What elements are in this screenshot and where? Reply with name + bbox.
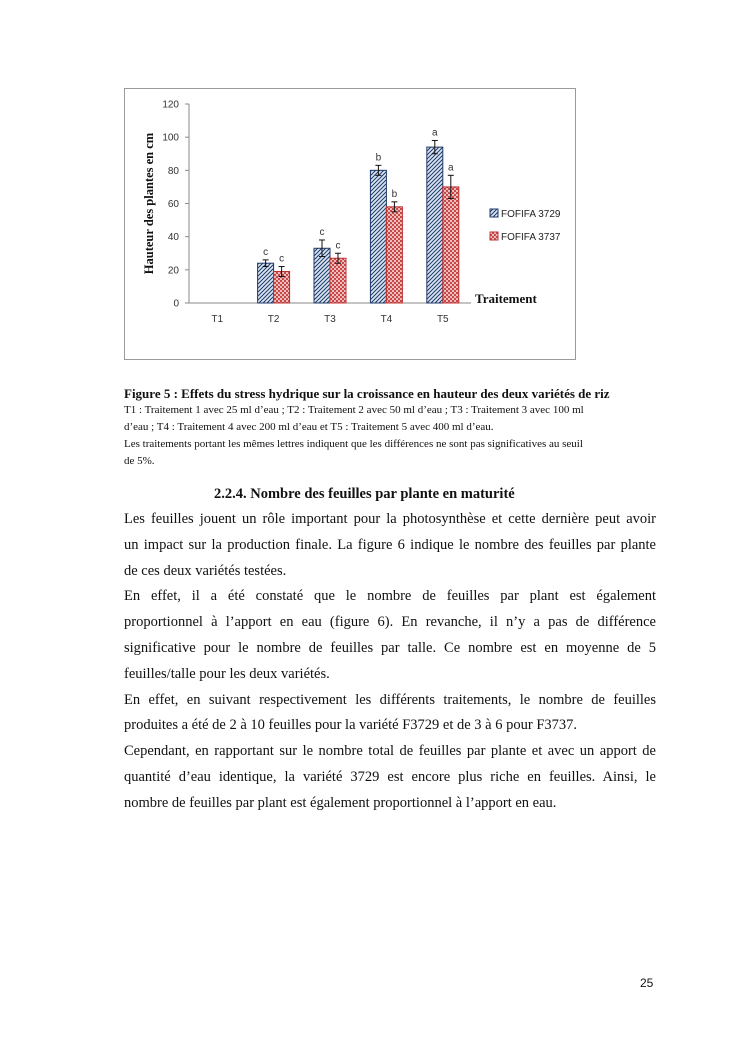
y-tick-label: 120 (162, 99, 179, 111)
y-axis-label: Hauteur des plantes en cm (142, 132, 156, 275)
bar-fofifa-3737 (386, 207, 402, 303)
page-number: 25 (640, 976, 654, 990)
significance-letter: c (335, 240, 341, 252)
body-line: produites a été de 2 à 10 feuilles pour la variété F3729 et de 3 à 6 pour F3737. (124, 717, 578, 734)
bar-fofifa-3729 (427, 147, 443, 303)
x-tick-label: T4 (380, 314, 393, 325)
bar-fofifa-3737 (443, 187, 459, 303)
caption-line: T1 : Traitement 1 avec 25 ml d’eau ; T2 : Traitement 2 avec 50 ml d’eau ; T3 : Traitement 3 avec 100 ml (124, 404, 584, 416)
bar-chart (125, 89, 577, 361)
body-line: En effet, en suivant respectivement les différents traitements, le nombre de feuilles (124, 691, 656, 708)
caption-title: Figure 5 : Effets du stress hydrique sur la croissance en hauteur des deux variétés de riz (124, 386, 610, 401)
legend-label: FOFIFA 3737 (501, 232, 561, 243)
legend-label: FOFIFA 3729 (501, 209, 561, 220)
body-line: proportionnel à l’apport en eau (figure 6). En revanche, il n’y a pas de différence (124, 614, 656, 631)
body-line: En effet, il a été constaté que le nombre de feuilles par plant est également (124, 588, 656, 605)
caption-line: de 5%. (124, 455, 155, 467)
bar-fofifa-3729 (258, 263, 274, 303)
body-line: nombre de feuilles par plant est également proportionnel à l’apport en eau. (124, 794, 557, 811)
x-tick-label: T5 (436, 314, 449, 325)
significance-letter: c (263, 246, 269, 258)
body-line: Les feuilles jouent un rôle important pour la photosynthèse et cette dernière peut avoir (124, 511, 656, 527)
legend-swatch (490, 209, 498, 217)
figure-5-chart (124, 88, 576, 360)
y-tick-label: 0 (173, 298, 179, 310)
section-heading: 2.2.4. Nombre des feuilles par plante en maturité (214, 486, 515, 502)
bar-fofifa-3737 (330, 258, 346, 303)
legend-swatch (490, 232, 498, 240)
figure-caption (124, 386, 656, 470)
bar-fofifa-3729 (370, 170, 386, 303)
body-line: un impact sur la production finale. La figure 6 indique le nombre des feuilles par plante (124, 536, 656, 553)
y-tick-label: 40 (167, 232, 179, 244)
significance-letter: b (391, 188, 398, 200)
body-line: de ces deux variétés testées. (124, 562, 287, 579)
body-line: significative pour le nombre de feuilles par talle. Ce nombre est en moyenne de 5 (124, 639, 656, 656)
significance-letter: a (432, 127, 438, 139)
y-tick-label: 100 (162, 132, 179, 144)
caption-line: Les traitements portant les mêmes lettres indiquent que les différences ne sont pas significatives au seuil (124, 438, 583, 450)
significance-letter: c (279, 253, 285, 265)
x-tick-label: T3 (324, 314, 336, 325)
body-line: feuilles/talle pour les deux variétés. (124, 665, 330, 682)
y-tick-label: 60 (167, 199, 179, 210)
significance-letter: c (319, 226, 325, 238)
x-tick-label: T1 (211, 314, 224, 325)
x-axis-label: Traitement (475, 291, 537, 306)
x-tick-label: T2 (267, 314, 280, 325)
significance-letter: a (448, 162, 454, 174)
significance-letter: b (375, 152, 382, 164)
y-tick-label: 80 (167, 165, 179, 177)
y-tick-label: 20 (167, 265, 179, 277)
body-line: Cependant, en rapportant sur le nombre total de feuilles par plante et avec un apport de (124, 743, 656, 760)
caption-line: d’eau ; T4 : Traitement 4 avec 200 ml d’eau et T5 : Traitement 5 avec 400 ml d’eau. (124, 421, 494, 433)
body-text (124, 507, 656, 817)
body-line: quantité d’eau identique, la variété 3729 est encore plus riche en feuilles. Ainsi, le (124, 768, 656, 785)
